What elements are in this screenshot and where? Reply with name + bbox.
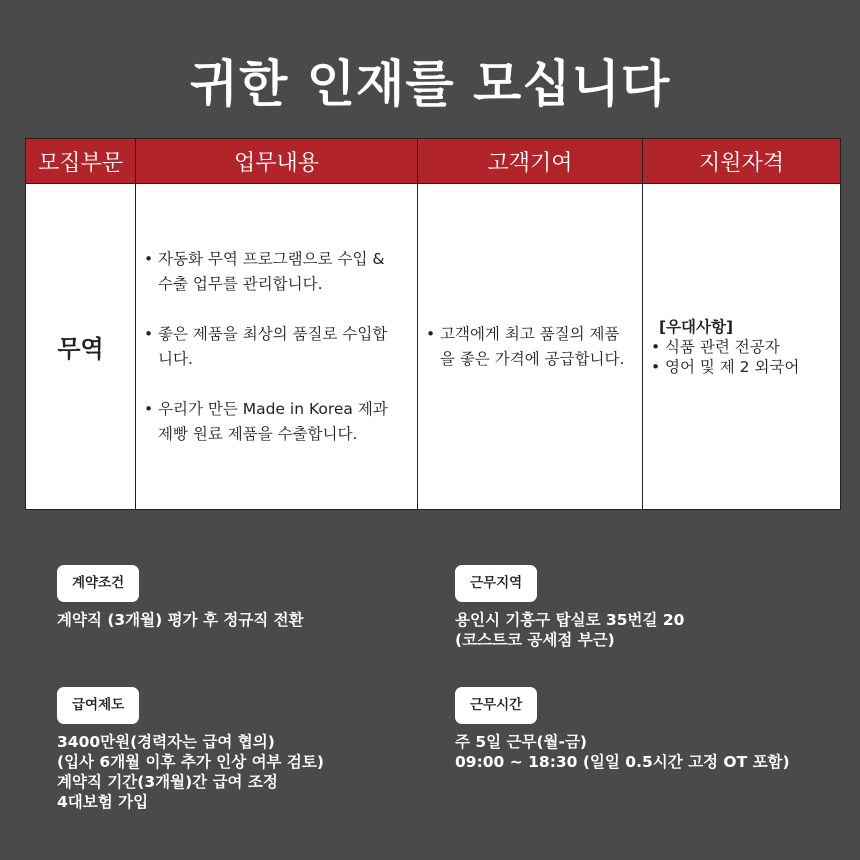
salary-badge: 급여제도 [57, 687, 139, 724]
duty-item: • 자동화 무역 프로그램으로 수입 & 수출 업무를 관리합니다. [136, 247, 399, 297]
qualification-item: • 영어 및 제 2 외국어 [643, 357, 840, 377]
salary-details [57, 732, 324, 812]
hours-badge: 근무시간 [455, 687, 537, 724]
department-cell: 무역 [26, 184, 136, 510]
contract-line: 계약직 (3개월) 평가 후 정규직 전환 [57, 611, 304, 629]
location-section [455, 565, 684, 650]
salary-line: 계약직 기간(3개월)간 급여 조정 [57, 773, 278, 791]
qualifications-cell [643, 184, 841, 510]
contract-badge: 계약조건 [57, 565, 139, 602]
header-department: 모집부문 [26, 139, 136, 184]
header-duties: 업무내용 [136, 139, 418, 184]
location-badge: 근무지역 [455, 565, 537, 602]
contribution-list [418, 322, 642, 372]
hours-section [455, 687, 790, 772]
contribution-cell [418, 184, 643, 510]
salary-section [57, 687, 324, 812]
contract-details [57, 610, 304, 630]
hours-details [455, 732, 790, 772]
qualifications-list [643, 337, 840, 377]
duties-cell [136, 184, 418, 510]
location-line: (코스트코 공세점 부근) [455, 631, 615, 649]
header-contribution: 고객기여 [418, 139, 643, 184]
salary-line: 3400만원(경력자는 급여 협의) [57, 733, 275, 751]
table-row [26, 184, 841, 510]
duty-item: • 좋은 제품을 최상의 품질로 수입합니다. [136, 322, 399, 372]
duty-item: • 우리가 만든 Made in Korea 제과 제빵 원료 제품을 수출합니다. [136, 397, 399, 447]
hours-line: 09:00 ~ 18:30 (일일 0.5시간 고정 OT 포함) [455, 753, 790, 771]
page-title: 귀한 인재를 모십니다 [189, 55, 671, 113]
location-details [455, 610, 684, 650]
contract-section [57, 565, 304, 630]
contribution-item: • 고객에게 최고 품질의 제품을 좋은 가격에 공급합니다. [418, 322, 628, 372]
header-qualifications: 지원자격 [643, 139, 841, 184]
qualification-item: • 식품 관련 전공자 [643, 337, 840, 357]
salary-line: (입사 6개월 이후 추가 인상 여부 검토) [57, 753, 324, 771]
table-header-row [26, 139, 841, 184]
salary-line: 4대보험 가입 [57, 793, 149, 811]
recruitment-table [25, 138, 841, 510]
duties-list [136, 247, 417, 447]
location-line: 용인시 기흥구 탑실로 35번길 20 [455, 611, 685, 629]
hours-line: 주 5일 근무(월-금) [455, 733, 588, 751]
preferred-title: [우대사항] [659, 317, 734, 336]
